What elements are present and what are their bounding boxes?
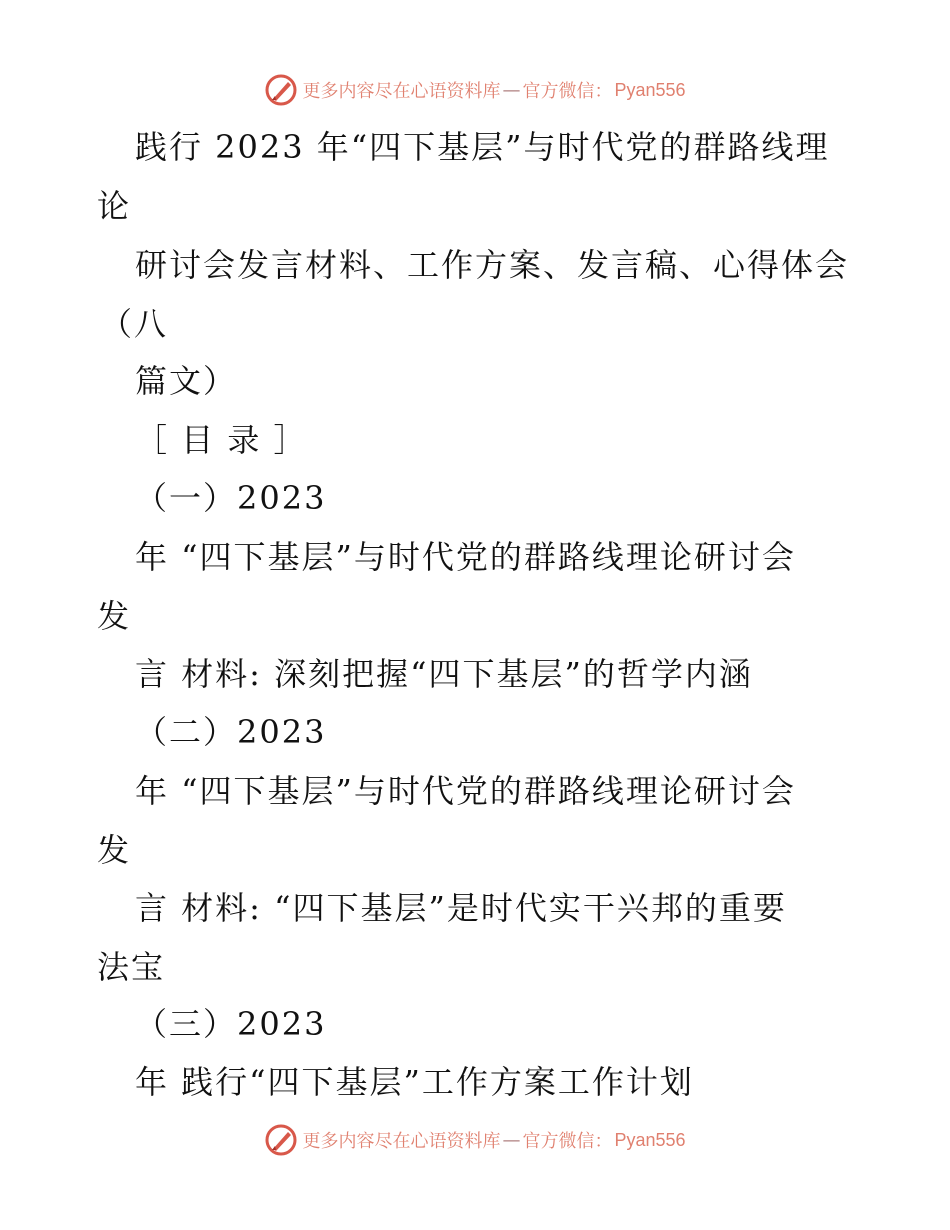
toc-item-2-title-cont: 发 <box>97 831 132 869</box>
watermark-separator: — <box>502 1129 521 1151</box>
toc-item-3-number: （三）2023 <box>135 1005 327 1043</box>
title-line-5: 篇文） <box>135 362 238 400</box>
watermark-wechat-id: Pyan556 <box>614 79 686 100</box>
watermark-text: 更多内容尽在心语资料库 <box>302 81 501 102</box>
toc-item-2-subtitle: 言 材料: “四下基层”是时代实干兴邦的重要 <box>135 889 787 927</box>
watermark-wechat-label: 官方微信： <box>522 1131 613 1152</box>
toc-item-1-title-cont: 发 <box>97 597 132 635</box>
toc-item-3-title: 年 践行“四下基层”工作方案工作计划 <box>135 1063 694 1101</box>
title-line-4: （八 <box>100 305 169 343</box>
toc-item-2-subtitle-cont: 法宝 <box>97 948 166 986</box>
toc-item-2-number: （二）2023 <box>135 713 327 751</box>
quill-logo-icon <box>264 73 298 107</box>
toc-item-1-title: 年 “四下基层”与时代党的群路线理论研讨会 <box>135 538 796 576</box>
watermark-header <box>0 70 950 110</box>
watermark-wechat-label: 官方微信： <box>522 81 613 102</box>
quill-logo-icon <box>264 1123 298 1157</box>
toc-item-2-title: 年 “四下基层”与时代党的群路线理论研讨会 <box>135 772 796 810</box>
watermark-footer <box>0 1120 950 1160</box>
title-line-2: 论 <box>97 187 132 225</box>
title-line-3: 研讨会发言材料、工作方案、发言稿、心得体会 <box>135 246 850 284</box>
watermark-wechat-id: Pyan556 <box>614 1129 686 1150</box>
toc-heading: ［ 目 录 ］ <box>135 421 308 459</box>
watermark-text: 更多内容尽在心语资料库 <box>302 1131 501 1152</box>
title-line-1: 践行 2023 年“四下基层”与时代党的群路线理 <box>135 128 830 166</box>
toc-item-1-subtitle: 言 材料: 深刻把握“四下基层”的哲学内涵 <box>135 655 753 693</box>
toc-item-1-number: （一）2023 <box>135 479 327 517</box>
watermark-separator: — <box>502 79 521 101</box>
